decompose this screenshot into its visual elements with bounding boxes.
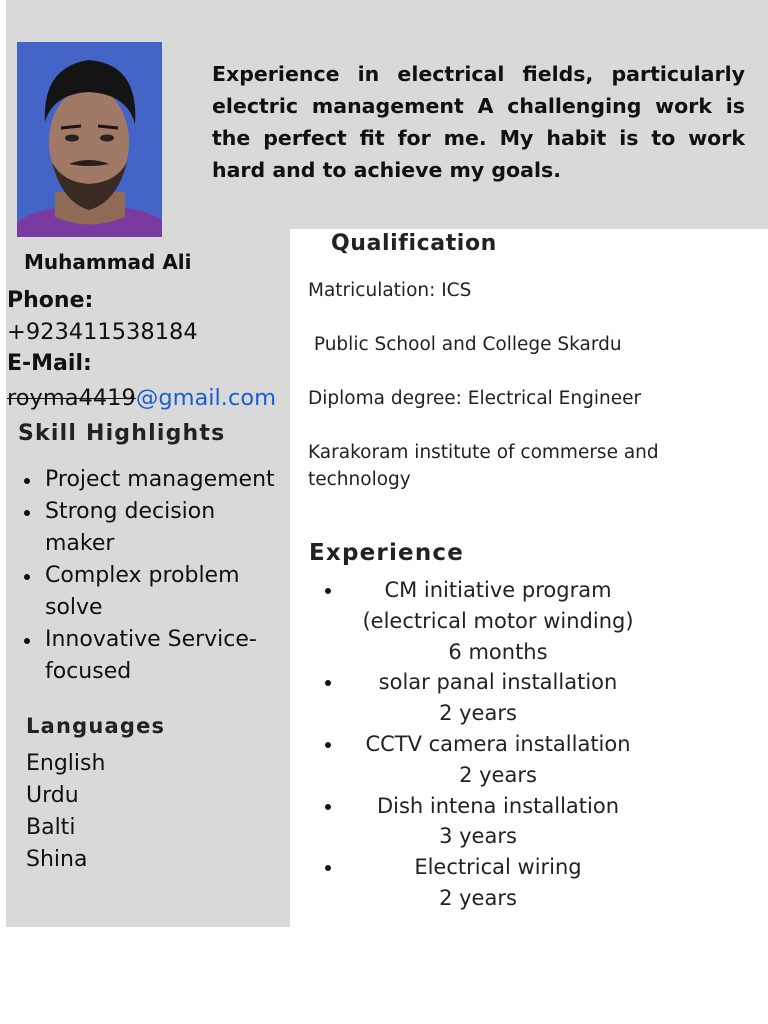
career-summary: Experience in electrical fields, particularly electric management A challenging work is the perfect fit for me. My habit is to work hard and to achieve my goals. — [212, 62, 745, 182]
experience-duration: 2 years — [439, 885, 517, 910]
list-item — [318, 729, 678, 791]
experience-title: CCTV camera installation — [365, 731, 631, 756]
list-item — [318, 852, 678, 914]
list-item: Strong decision maker — [20, 496, 282, 560]
experience-title: Dish intena installation — [376, 793, 620, 818]
list-item: Shina — [26, 847, 88, 872]
qualification-item: Diploma degree: Electrical Engineer — [308, 388, 642, 409]
languages-heading: Languages — [26, 714, 166, 738]
experience-title: CM initiative program (electrical motor winding) — [362, 578, 634, 633]
list-item: Balti — [26, 815, 76, 840]
experience-duration: 3 years — [439, 824, 517, 849]
qualification-item: Matriculation: ICS — [308, 280, 472, 301]
skills-heading: Skill Highlights — [18, 421, 226, 446]
experience-heading: Experience — [309, 540, 465, 566]
email-address[interactable] — [7, 385, 276, 411]
list-item — [318, 667, 678, 729]
list-item — [318, 791, 678, 853]
experience-duration: 2 years — [459, 762, 537, 787]
list-item: Urdu — [26, 783, 79, 808]
skills-list — [20, 464, 282, 688]
list-item — [318, 575, 678, 667]
email-user: royma4419 — [7, 385, 136, 411]
experience-title: Electrical wiring — [414, 855, 582, 880]
list-item: Project management — [20, 464, 282, 496]
experience-list — [318, 575, 678, 914]
qualification-item: Karakoram institute of commerse and technology — [308, 442, 659, 490]
candidate-name: Muhammad Ali — [24, 250, 192, 274]
experience-title: solar panal installation — [378, 670, 618, 695]
experience-duration: 6 months — [448, 639, 548, 664]
experience-duration: 2 years — [439, 701, 517, 726]
qualification-heading: Qualification — [331, 231, 497, 256]
list-item: English — [26, 751, 106, 776]
email-domain: @gmail.com — [135, 385, 277, 411]
list-item: Complex problem solve — [20, 560, 282, 624]
qualification-item: Public School and College Skardu — [308, 334, 622, 355]
list-item: Innovative Service-focused — [20, 624, 282, 688]
phone-label: Phone: — [7, 288, 94, 313]
email-label: E-Mail: — [7, 351, 92, 376]
languages-list — [26, 748, 105, 876]
profile-photo — [17, 42, 162, 237]
phone-number: +923411538184 — [7, 319, 198, 345]
